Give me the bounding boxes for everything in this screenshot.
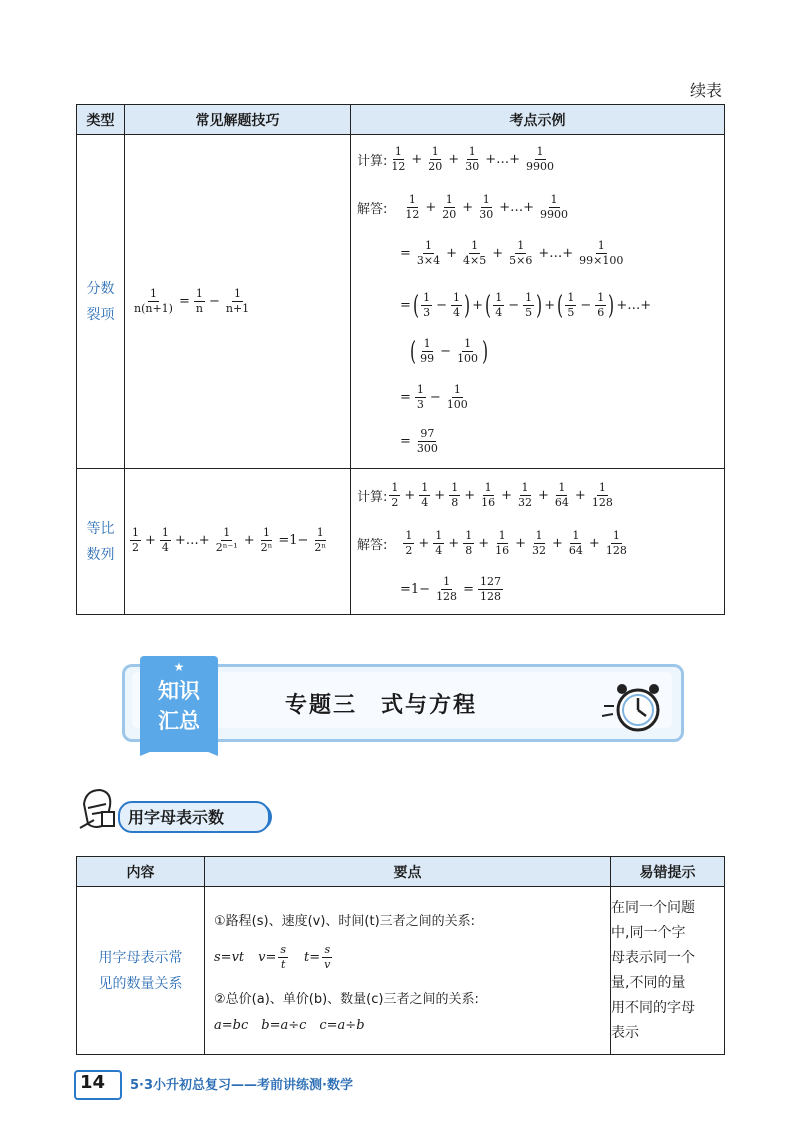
type-line: 裂项 (86, 306, 115, 323)
star-icon: ★ (173, 660, 185, 674)
col-header-technique: 常见解题技巧 (125, 105, 351, 135)
point-2: ②总价(a)、单价(b)、数量(c)三者之间的关系: (214, 992, 479, 1007)
type-cell-fraction-split (77, 135, 125, 469)
geometric-calc-line: 计算: 1 2 + $\frac{1}{4}$ + $\frac{1}{8}$ + $\frac{1}{16}$ + $\frac{1}{32}$ + $\frac{1}{64}$ + $\frac{1}{128}$ (357, 481, 613, 509)
continued-label: 续表 (689, 81, 722, 100)
ribbon-tail (140, 740, 218, 756)
page-number: 14 (80, 1072, 106, 1093)
type-line: 等比 (86, 520, 115, 537)
geometric-technique-formula: 1 2 + $\frac{1}{4}$ +…+ $\frac{1}{\text{2ⁿ⁻¹}}$ + $\frac{1}{\text{2ⁿ}}$ =1− $\frac{1}{\text{2ⁿ}}$ (132, 526, 327, 554)
col-header-content: 内容 (77, 857, 205, 887)
technique-formula: $\frac{1}{n(n+1)}$ = $\frac{1}{n}$ − $\frac{1}{n+1}$ (134, 287, 250, 315)
geometric-result: =1− $\frac{1}{128}$ = $\frac{127}{128}$ (400, 575, 501, 603)
example-step-3: = ( 1 3 − $\frac{1}{4}$ ) + ( 1 4 − $\frac{1}{5}$ ) + ( 1 5 − $\frac{1}{6}$ ) +…+ (400, 290, 652, 321)
example-step-5: = $\frac{97}{300}$ (400, 427, 438, 455)
fraction: $\frac{1}{n+1}$ (225, 287, 250, 315)
fraction: $\frac{1}{n(n+1)}$ (134, 287, 173, 315)
tips-cell: 在同一个问题 中,同一个字 母表示同一个 量,不同的量 用不同的字母 表示 (611, 887, 725, 1055)
col-header-type: 类型 (77, 105, 125, 135)
type-line: 数列 (86, 546, 115, 563)
example-calc-line: 计算: 1 12 + $\frac{1}{20}$ + $\frac{1}{30}$ +…+ $\frac{1}{9900}$ (357, 145, 554, 173)
footer-text: 5·3小升初总复习——考前讲练测·数学 (130, 1078, 353, 1093)
type-cell-geometric-series (77, 469, 125, 615)
example-step-4: = $\frac{1}{3}$ − $\frac{1}{100}$ (400, 383, 468, 411)
point-1: ①路程(s)、速度(v)、时间(t)三者之间的关系: (214, 914, 476, 929)
example-step-2: = $\frac{1}{3\times 4}$ + $\frac{1}{4\times 5}$ + $\frac{1}{5\times 6}$ +…+ $\frac{1}{99\times 100}$ (400, 239, 624, 267)
col-header-points: 要点 (205, 857, 611, 887)
type-line: 分数 (86, 280, 115, 297)
example-step-3b: ( 1 99 − $\frac{1}{100}$ ) (410, 336, 489, 367)
content-line: 见的数量关系 (98, 975, 183, 992)
col-header-example: 考点示例 (351, 105, 725, 135)
topic-title: 专题三 式与方程 (285, 693, 478, 718)
content-cell (77, 887, 205, 1055)
bottom-table (76, 856, 725, 1055)
fraction: $\frac{1}{n}$ (195, 287, 203, 315)
ribbon-text: 知识 汇总 (158, 679, 200, 733)
content-line: 用字母表示常 (98, 949, 183, 966)
section-title: 用字母表示数 (128, 808, 225, 827)
example-solve-line: 解答: 1 12 + $\frac{1}{20}$ + $\frac{1}{30}$ +…+ $\frac{1}{9900}$ (357, 193, 568, 221)
point-1-formulas: s=vt v= $\frac{s}{t}$ t= $\frac{s}{v}$ (214, 943, 331, 971)
geometric-solve-line: 解答: 1 2 + $\frac{1}{4}$ + $\frac{1}{8}$ + $\frac{1}{16}$ + $\frac{1}{32}$ + $\frac{1}{64}$ + $\frac{1}{128}$ (357, 529, 627, 557)
alarm-clock-icon (600, 676, 670, 736)
writing-character-icon (76, 784, 120, 836)
col-header-tips: 易错提示 (611, 857, 725, 887)
point-2-formulas: a=bc b=a÷c c=a÷b (214, 1018, 365, 1033)
